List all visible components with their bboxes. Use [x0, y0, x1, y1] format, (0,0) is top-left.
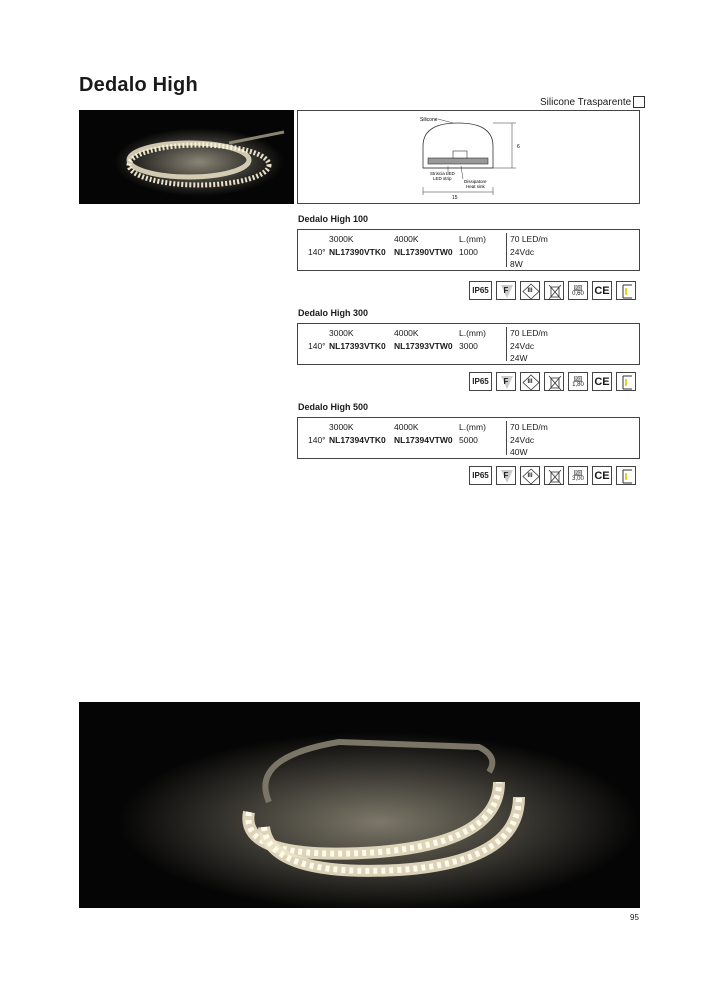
header-length: L.(mm) — [459, 422, 486, 432]
section-diagram — [297, 110, 640, 204]
length-value: 5000 — [459, 435, 478, 445]
spec-table — [297, 229, 640, 271]
cert-icons — [469, 466, 636, 487]
spec-table — [297, 417, 640, 459]
label-silicone: Silicone — [420, 117, 438, 123]
led-strip-icon — [616, 281, 636, 300]
spec-divider — [506, 233, 507, 267]
weight-value: 0,60 — [572, 290, 584, 297]
weight-value: 1,80 — [572, 381, 584, 388]
led-strip-icon — [616, 466, 636, 485]
header-length: L.(mm) — [459, 234, 486, 244]
finish-option[interactable] — [540, 96, 645, 108]
label-heatsink-it: Dissipatore — [464, 179, 487, 184]
header-4000k: 4000K — [394, 234, 419, 244]
label-strip-it: Striscia LED — [430, 171, 455, 176]
finish-label: Silicone Trasparente — [540, 96, 632, 108]
spec-divider — [506, 327, 507, 361]
led-strip-icon — [616, 372, 636, 391]
weee-bin-icon — [544, 372, 564, 391]
weee-bin-icon — [544, 281, 564, 300]
power: 24W — [510, 353, 528, 363]
header-3000k: 3000K — [329, 328, 354, 338]
ce-mark-icon: CE — [592, 372, 612, 391]
f-mark-icon: F — [496, 372, 516, 391]
code-3000k: NL17394VTK0 — [329, 435, 386, 445]
beam-angle: 140° — [308, 247, 326, 257]
product-title: Dedalo High 100 — [298, 214, 369, 224]
code-4000k: NL17393VTW0 — [394, 341, 453, 351]
weight-value: 3,00 — [572, 475, 584, 482]
code-3000k: NL17390VTK0 — [329, 247, 386, 257]
led-density: 70 LED/m — [510, 234, 548, 244]
led-strip-glow-small — [79, 110, 294, 204]
product-title: Dedalo High 300 — [298, 308, 369, 318]
product-photo-small — [79, 110, 294, 204]
profile-drawing — [298, 111, 639, 203]
voltage: 24Vdc — [510, 247, 535, 257]
power: 8W — [510, 259, 523, 269]
header-4000k: 4000K — [394, 422, 419, 432]
finish-checkbox[interactable] — [633, 96, 645, 108]
product-title: Dedalo High 500 — [298, 402, 369, 412]
weight-icon: Kg 1,80 — [568, 372, 588, 391]
page-title: Dedalo High — [79, 74, 198, 96]
ce-mark-icon: CE — [592, 281, 612, 300]
header-4000k: 4000K — [394, 328, 419, 338]
code-4000k: NL17394VTW0 — [394, 435, 453, 445]
code-3000k: NL17393VTK0 — [329, 341, 386, 351]
beam-angle: 140° — [308, 435, 326, 445]
length-value: 3000 — [459, 341, 478, 351]
voltage: 24Vdc — [510, 341, 535, 351]
header-length: L.(mm) — [459, 328, 486, 338]
label-heatsink-en: Heat sink — [466, 184, 485, 189]
spec-table — [297, 323, 640, 365]
ce-mark-icon: CE — [592, 466, 612, 485]
class-iii-icon: III — [520, 281, 540, 300]
beam-angle: 140° — [308, 341, 326, 351]
led-density: 70 LED/m — [510, 422, 548, 432]
label-strip-en: LED strip — [433, 176, 452, 181]
f-mark-icon: F — [496, 466, 516, 485]
header-3000k: 3000K — [329, 234, 354, 244]
product-photo-large — [79, 702, 640, 908]
code-4000k: NL17390VTW0 — [394, 247, 453, 257]
ip65-icon: IP65 — [469, 372, 492, 391]
ip65-icon: IP65 — [469, 281, 492, 300]
dimension-width: 15 — [452, 195, 458, 201]
cert-icons — [469, 372, 636, 393]
header-3000k: 3000K — [329, 422, 354, 432]
ip65-icon: IP65 — [469, 466, 492, 485]
length-value: 1000 — [459, 247, 478, 257]
class-iii-icon: III — [520, 466, 540, 485]
led-density: 70 LED/m — [510, 328, 548, 338]
weight-icon: Kg 3,00 — [568, 466, 588, 485]
led-strip-glow-large — [79, 702, 640, 908]
cert-icons — [469, 281, 636, 302]
class-iii-icon: III — [520, 372, 540, 391]
weight-icon: Kg 0,60 — [568, 281, 588, 300]
weee-bin-icon — [544, 466, 564, 485]
spec-divider — [506, 421, 507, 455]
page-number: 95 — [630, 913, 639, 922]
voltage: 24Vdc — [510, 435, 535, 445]
f-mark-icon: F — [496, 281, 516, 300]
dimension-height: 6 — [517, 144, 520, 150]
power: 40W — [510, 447, 528, 457]
